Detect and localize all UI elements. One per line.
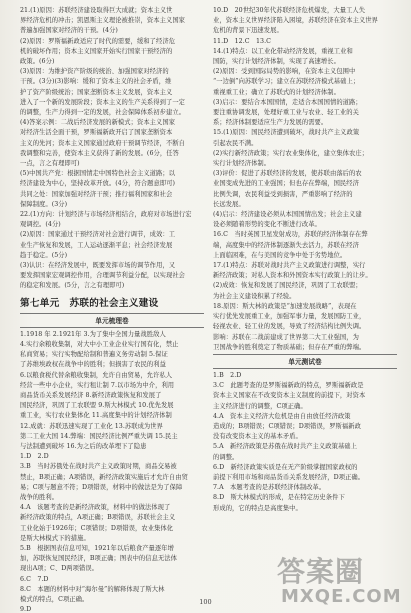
text-line: 经济建设为中心，坚持改革开放。(4分，符合题意即可) [20,180,176,188]
text-line: 造成的；B项错误；C项错误；D项错误，罗斯福新政 [213,422,361,430]
divider [213,368,397,369]
text-line: (3)启示：要结合本国国情，走适合本国国情的道路； [213,98,362,106]
text-line: 10.D 20世纪30年代苏联经济危机爆发，大量工人失 [213,7,366,14]
text-line: (3)原因：为维护资产阶级的统治、加强国家对经济的 [20,68,169,76]
text-line: 1.D 2.D [20,453,49,461]
text-line: 1.1918 年 2.1921年 3.为了集中全国力量战胜敌人 [20,330,166,338]
text-line: 22.(1)方向：计划经济与市场经济相结合，政府对市场进行宏 [20,211,192,219]
text-line: (2)原因：受到国际局势的影响，在资本主义包围中 [213,68,356,76]
text-line: 4.实行余粮收集制，对大中小工业企业实行国有化，禁止 [20,340,179,348]
text-line: 新经济政策的特点，A项正确；B项错误，苏联社会主义 [20,514,176,522]
text-line: 比例失调，农民利益受到损害，严重影响了经济的 [213,190,353,198]
text-line: 11.D 12.C 13.C [213,37,272,45]
text-line: 新经济政策；对私人资本和外国资本实行政策上的让步。 [213,272,372,280]
text-line: 禁止，B项正确；A项错误，新经济政策实施后才允许自由贸 [20,473,188,481]
text-line: 机的破坏作用；资本主义国家开始实行国家干预经济的 [20,47,173,55]
text-line: 共同之处：国家加强对经济干预；推行福利国家和社会 [20,190,173,198]
text-line: 重工业，实行农业集体化 11.高度集中的计划经济体制 [20,412,172,420]
text-line: 的调整。 [213,453,239,461]
text-line: “一边倒”向苏联学习；建立在苏联经济模式基础上； [213,78,360,86]
text-line: 12.成就：苏联迅速实现了工业化 13.苏联成为世界 [20,422,163,430]
text-line: 是斯大林模式下的措施。 [20,534,90,542]
watermark-text: 答案圈 [277,555,365,588]
text-line: (4)启示：经济建设必须从本国国情出发；社会主义建 [213,211,362,219]
text-line: 15.(1)原因：国民经济遭到破坏，战时共产主义政策 [213,129,360,137]
divider [20,313,204,314]
text-line: 国防，实行计划经济体制，实现了高速增长。 [213,58,340,66]
text-line: (5)中国共产党：根据国情走中国特色社会主义道路；以 [20,170,176,178]
text-line: 1.B 2.D [213,371,242,379]
page-number: 100 [199,598,212,606]
text-line: (3)认识：在经济发展中，既要发挥市场的调节作用，又 [20,262,176,270]
text-line: 危机的背景下迅速发展。 [213,27,283,35]
text-line: 没有改变资本主义的基本矛盾。 [213,433,302,441]
text-line: (2)实行新经济政策；实行农业集体化，建立集体农庄； [213,149,369,157]
text-line: 6.D 新经济政策实质是在无产阶级掌握国家政权的 [213,463,358,471]
right-column [213,6,397,514]
text-line: 的调整，生产力得到一定的发展，社会保障体系初步建立。 [20,109,186,117]
section-heading: 单元测试卷 [288,357,322,366]
text-line: 5.B 根据图表信息可知，1921年以后粮食产量逐年增 [20,544,174,552]
text-line: 经营一些中小企业，实行租让制 7.以市场为中介，利用 [20,381,175,389]
text-line: 我调整和完善，使资本主义获得了新的发展。(6分，任答 [20,149,179,157]
text-line: 16.C 当时英国卫星发射成功，苏联的经济体制存在弊 [213,231,368,239]
left-bottom-text [20,330,204,613]
text-line: 3.C 此题考查的是罗斯福新政的特点，罗斯福新政是 [213,382,364,390]
text-line: 端，高度集中的经济体制逐渐失去活力，苏联在经济 [213,241,359,249]
text-line: 重视重工业；确立了苏联式的计划经济体制。 [213,88,340,96]
text-line: 上面临困难，在与美国的竞争中处于劣势地位。 [213,251,347,259]
text-line: 6.C 7.D [20,575,49,583]
text-line: 主义经济进行的调整，C项正确。 [213,402,307,410]
text-line: (2)成效：恢复和发展了国民经济，巩固了工农联盟； [213,282,362,290]
text-line: 业，资本主义世界经济陷入困境，苏联经济在资本主义世界 [213,17,379,25]
text-line: 系；经济体制要适应生产力发展的需要。 [213,119,328,127]
text-line: 战争的胜利。 [20,493,59,501]
text-line: (2)原因：罗斯福新政适应了时代的需要，缓和了经济危 [20,37,176,45]
text-line: 17.(1)特点：苏联对战时共产主义政策进行调整，实行 [213,262,366,270]
text-line: 现出A项；C、D两项错误。 [20,565,99,573]
text-line: 8.D 斯大林模式的形成，是在特定历史条件下 [213,494,345,502]
text-line: 趋于稳定。(5分) [20,251,68,259]
text-line: 21.(1)原因：苏联经济建设取得巨大成就；资本主义世 [20,7,173,14]
text-line: 商品货币关系发展经济 8.新经济政策恢复和发展了 [20,391,162,399]
text-line: 界经济危机的冲击；凯恩斯主义理论被推崇，资本主义国家 [20,17,186,25]
text-line: 5.A 新经济政策是苏俄在战时共产主义政策基础上 [213,443,357,451]
text-line: 形成的，它的特点是高度集中。 [213,504,302,512]
text-line: 主义的先河；资本主义国家通过政府干预调节经济，不断自 [20,139,186,147]
watermark-logo [277,557,405,609]
text-line: 与法制遭到破坏 16.为之后的改革埋下了隐患 [20,442,147,450]
text-line: 一点，言之有理即可) [20,160,80,168]
text-line: 私商贸易；实行实物配给制和普遍义务劳动制 5.保证 [20,351,168,359]
unit-title: 第七单元 苏联的社会主义建设 [20,297,159,309]
text-line: 前提下利用市场和商品货币关系发展经济，D项正确。 [213,473,365,481]
text-line: 18.原因：斯大林的政策是“加速发展战略”，表现在 [213,302,357,310]
section-heading: 单元梳理卷 [95,316,129,325]
right-top-text [213,6,397,353]
text-line: 易；C项与题意不符；D项错误，材料中的做法是为了保障 [20,483,183,491]
text-line: 要发挥国家宏观调控作用，合理调节利益分配，以实现社会 [20,272,186,280]
text-line: 卫国战争的胜利奠定了物质基础；但存在严重的弊端。 [213,343,366,351]
text-line: (4)答案示例：二战后经济发展的新模式；资本主义国家 [20,119,176,127]
text-line: 工业化始于1926年；C项错误；D项错误，农业集体化 [20,524,174,532]
right-bottom-text [213,371,397,514]
text-line: (2)原因：国家通过干预经济对社会进行调节，成效：工 [20,231,176,239]
text-line: 观调控。(4分) [20,221,61,229]
text-line: 8.C 本题的材料中对“海尔曼”的解释体现了斯大林 [20,585,165,593]
text-line: 第二工业大国 14.弊端：国民经济比例严重失调 15.民主 [20,432,178,440]
left-column [20,6,204,613]
text-line: 9.D [20,606,32,613]
text-line: 干预。(3分)(3)影响：缓和了资本主义的社会矛盾，维 [20,78,172,86]
text-line: 了苏维埃政权在战争中的胜利；但损害了农民的利益 [20,361,166,369]
watermark-url: MXQE.COM [281,586,402,607]
divider [20,327,204,328]
text-line: 引起农民不满。 [213,139,258,147]
text-line: 14.(1)特点：以工业化带动经济发展，重视工业和 [213,47,353,55]
text-line: 6.以粮食税代替余粮收集制，允许自由贸易，允许私人 [20,371,173,379]
text-line: 国民经济，巩固了工农联盟 9.斯大林模式 10.优先发展 [20,402,174,410]
text-line: 对经济生活全面干预，罗斯福新政开启了国家垄断资本 [20,129,173,137]
text-line: 资本主义国家在不改变资本主义制度的前提下，对资本 [213,392,366,400]
text-line: 的稳定和发展。(5分，言之有理即可) [20,282,125,290]
text-line: 轻视农业、轻工业的发展，导致了经济结构比例失调。 [213,323,366,331]
left-top-text [20,6,204,292]
text-line: 政策。(6分) [20,58,55,66]
text-line: 保障制度。(3分) [20,200,68,208]
text-line: 护了资产阶级统治；国家垄断资本主义发展，资本主义 [20,88,173,96]
text-line: 实行计划经济体制。 [213,160,271,168]
text-line: 4.A 该题考查的是新经济政策，材料中的做法体现了 [20,504,171,512]
text-line: 长远发展。 [213,200,245,208]
text-line: 为社会主义建设积累了经验。 [213,292,296,300]
text-line: 影响：苏联在二战前建成了世界第二大工业强国，为 [213,333,359,341]
text-line: (3)评价：促进了苏联经济的发展，使苏联由落后的农 [213,170,362,178]
text-line: 模式的特点，C项正确。 [20,595,89,603]
divider [213,354,397,355]
text-line: 7.A 本题考查的是苏联经济体制改革。 [213,484,326,492]
text-line: 业国变成先进的工业强国；但也存在弊端，国民经济 [213,180,359,188]
text-line: 业生产恢复和发展，工人运动逐渐平息；社会经济发展 [20,241,173,249]
text-line: 普遍加强国家对经济的干预。(4分) [20,27,118,35]
text-line: 加，苏联恢复国民经济，B项正确；图表中的信息无法体 [20,555,178,563]
text-line: 进入了一个新的发展阶段；资本主义的生产关系得到了一定 [20,98,186,106]
text-line: 3.B 当时苏俄处在战时共产主义政策时期，商品交易被 [20,463,177,471]
text-line: 实行优先发展重工业，加强军事力量，发展国防工业， [213,313,366,321]
text-line: 要注重协调发展，处理好重工业与农业、轻工业的关 [213,109,359,117]
text-line: 4.A 资本主义经济大危机是由自由放任经济政策 [213,412,351,420]
text-line: 设必须随着形势的变化不断进行改革。 [213,221,321,229]
